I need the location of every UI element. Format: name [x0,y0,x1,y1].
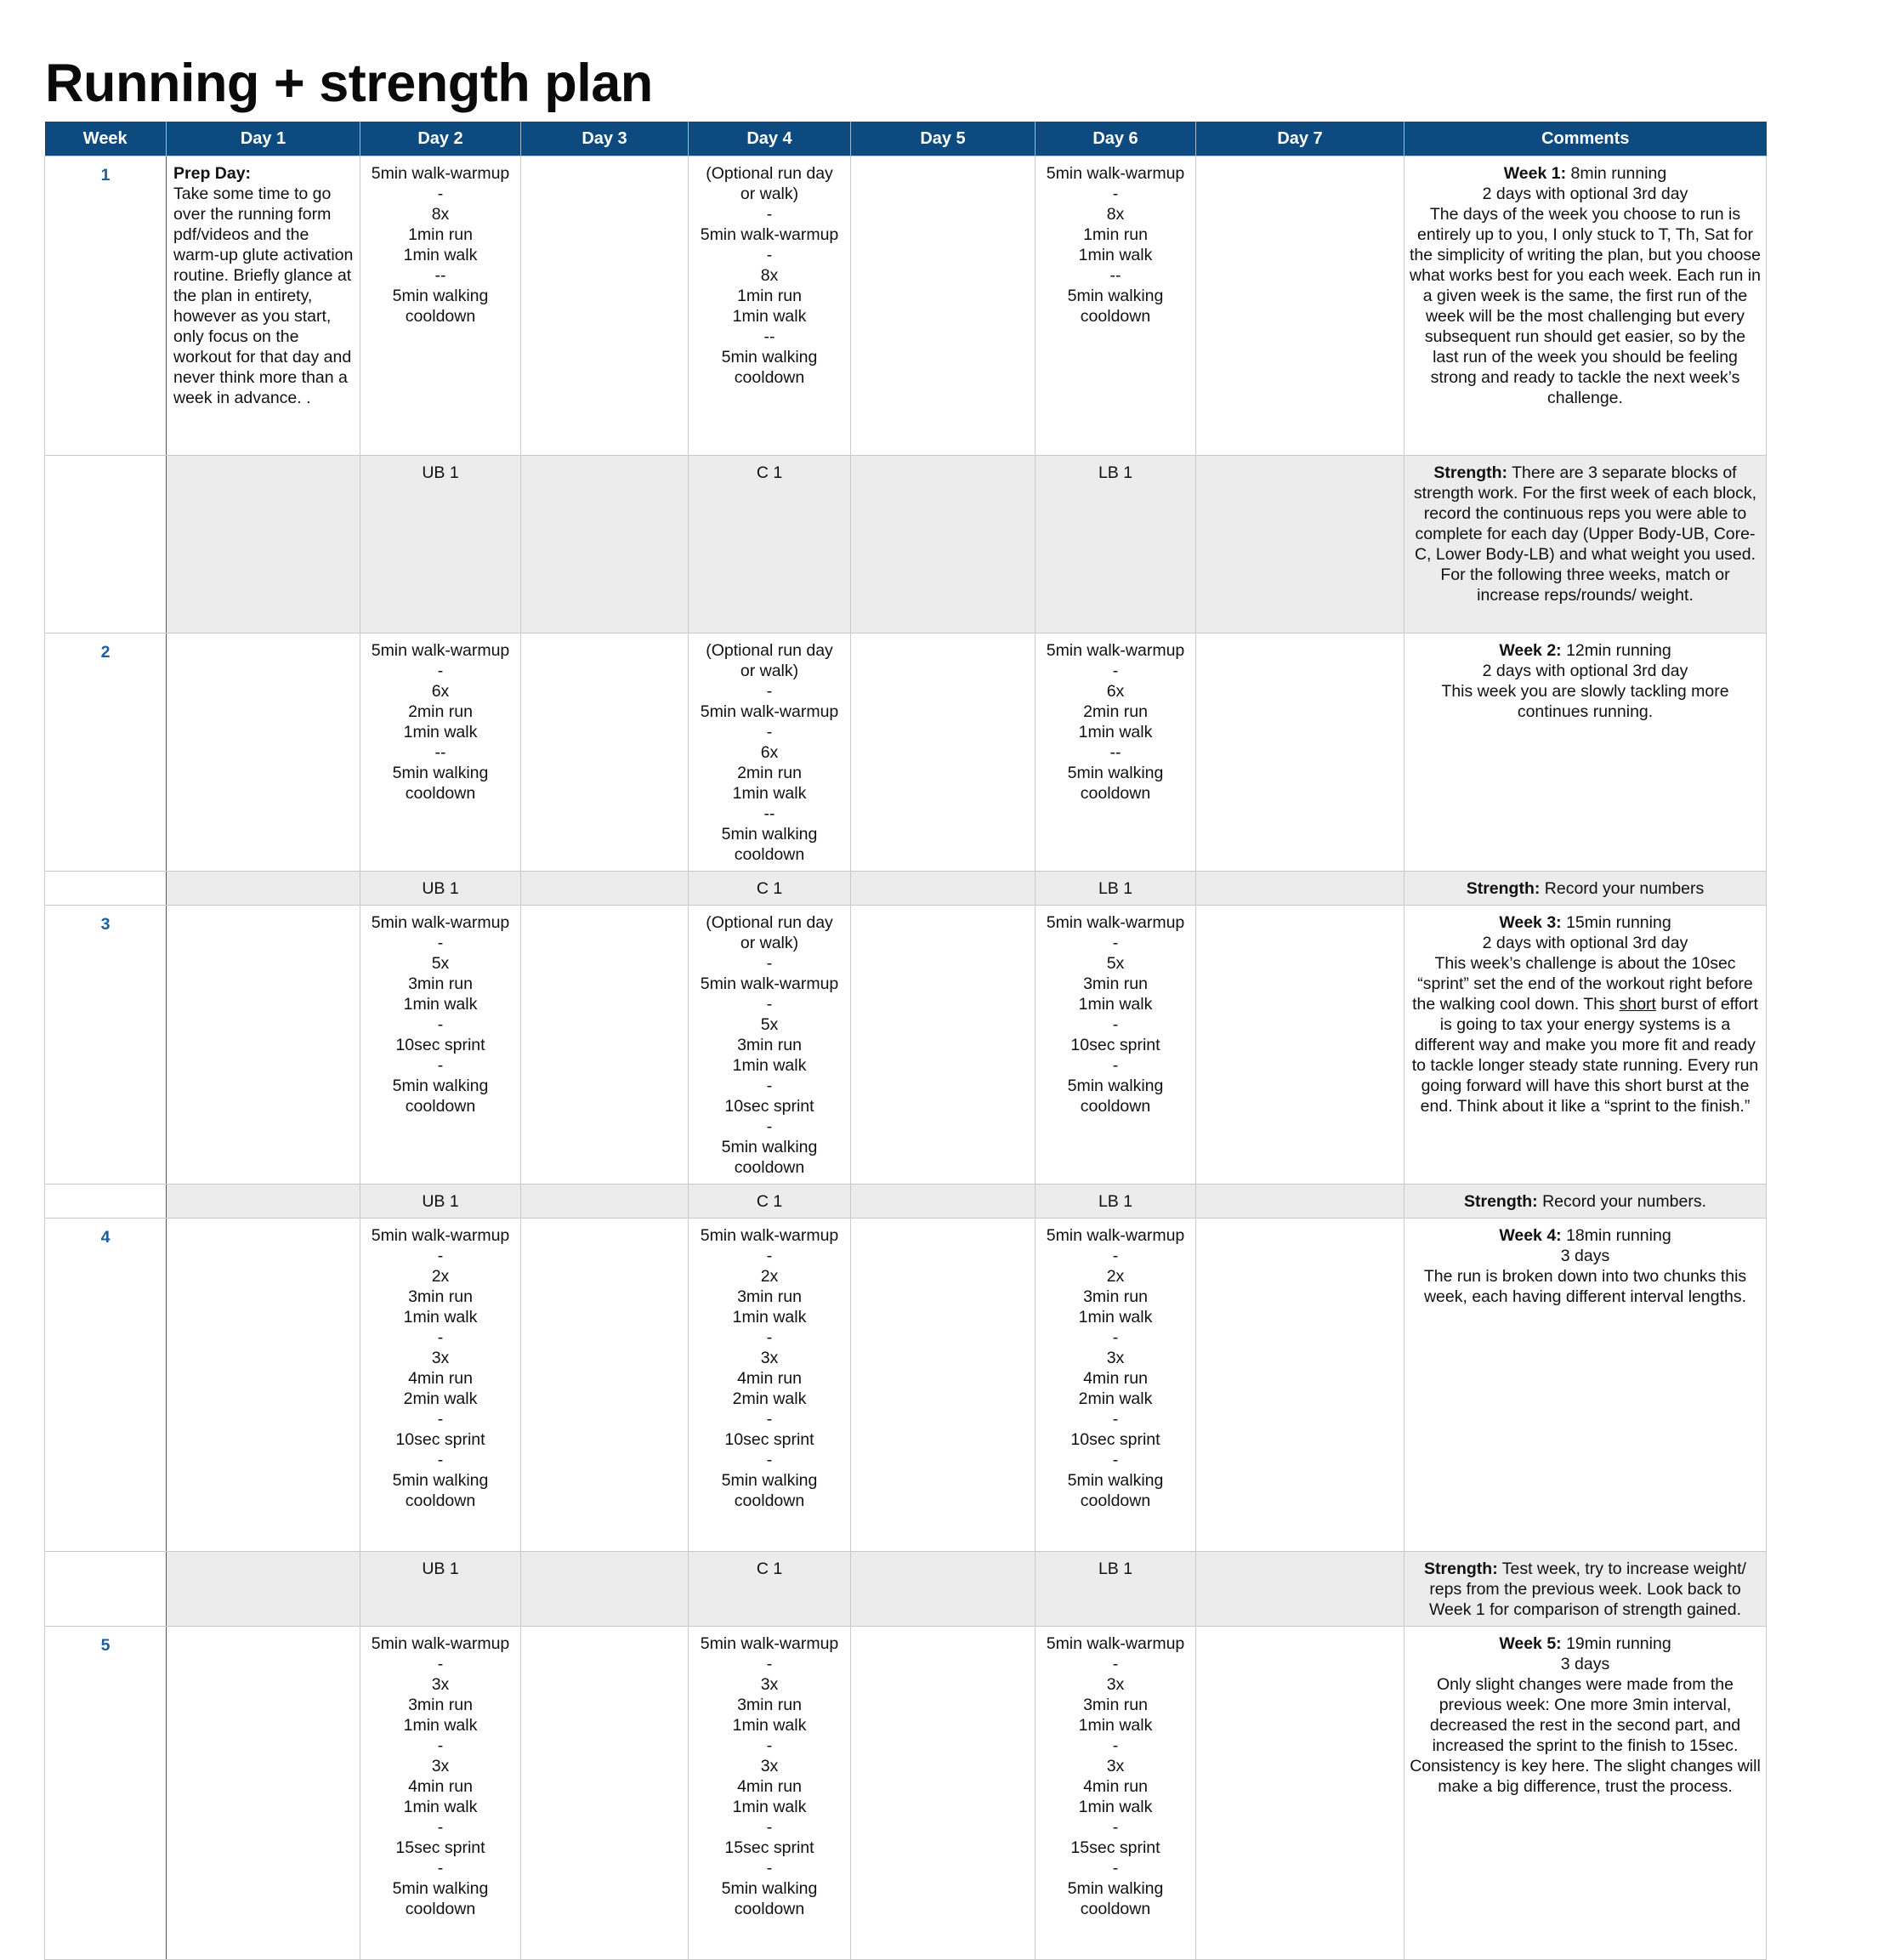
comment-text: Record your numbers [1540,879,1705,898]
header-day-5: Day 5 [851,122,1036,156]
day-cell [521,1627,689,1960]
day-cell: 5min walk-warmup - 3x 3min run 1min walk - 3x 4min run 1min walk - 15sec sprint - 5min walking cooldown [1036,1627,1196,1960]
header-day-3: Day 3 [521,122,689,156]
comment-cell [1404,906,1767,1185]
comment-text: 19min running 3 days Only slight changes were made from the previous week: One more 3min interval, decreased the rest in the second part, and increased the sprint to the finish to 15sec. Consistency is key here. The slight changes will make a big difference, trust the process. [1410,1634,1761,1796]
comment-text: Test week, try to increase weight/ reps from the previous week. Look back to Week 1 for comparison of strength gained. [1428,1559,1746,1619]
day-cell: 5min walk-warmup - 2x 3min run 1min walk - 3x 4min run 2min walk - 10sec sprint - 5min walking cooldown [1036,1219,1196,1552]
strength-cell: UB 1 [360,1185,521,1219]
day-cell: 5min walk-warmup - 8x 1min run 1min walk -- 5min walking cooldown [1036,156,1196,456]
day-cell: 5min walk-warmup - 5x 3min run 1min walk - 10sec sprint - 5min walking cooldown [360,906,521,1185]
comment-cell [1404,156,1767,456]
week-number [45,456,167,633]
comment-cell [1404,1185,1767,1219]
day-cell: 5min walk-warmup - 5x 3min run 1min walk - 10sec sprint - 5min walking cooldown [1036,906,1196,1185]
day-cell [1196,906,1404,1185]
comment-heading: Strength: [1466,879,1541,898]
strength-row [45,1552,1767,1627]
comment-text: burst of effort is going to tax your energy systems is a different way and make you more fit and ready to tackle longer steady state running. Every run going forward will have this short burst at the end. Think about it like a “sprint to the finish.” [1411,995,1759,1116]
week-number [45,872,167,906]
day-cell [167,1219,360,1552]
comment-text: 8min running 2 days with optional 3rd day The days of the week you choose to run is entirely up to you, I only stuck to T, Th, Sat for the simplicity of writing the plan, but you choose what works best for you each week. Each run in a given week is the same, the first run of the week will be the most challenging but every subsequent run should get easier, so by the last run of the week you should be feeling strong and ready to tackle the next week’s challenge. [1410,164,1761,407]
day-cell: (Optional run day or walk) - 5min walk-warmup - 8x 1min run 1min walk -- 5min walking cooldown [689,156,851,456]
header-row [45,122,1767,156]
day-cell [167,156,360,456]
comment-heading: Week 1: [1503,164,1567,183]
prep-day-title: Prep Day: [173,164,252,183]
comment-cell [1404,872,1767,906]
plan-table [44,122,1767,1960]
comment-heading: Strength: [1424,1559,1498,1578]
strength-cell: LB 1 [1036,872,1196,906]
day-cell: 5min walk-warmup - 3x 3min run 1min walk - 3x 4min run 1min walk - 15sec sprint - 5min walking cooldown [360,1627,521,1960]
day-cell [167,872,360,906]
comment-cell [1404,633,1767,872]
comment-heading: Week 4: [1499,1226,1562,1245]
comment-heading: Week 3: [1499,913,1562,932]
strength-cell: C 1 [689,456,851,633]
strength-cell: UB 1 [360,872,521,906]
week-number: 3 [45,906,167,1185]
week-row [45,156,1767,456]
day-cell [1196,633,1404,872]
day-cell [521,1185,689,1219]
day-cell [1196,1627,1404,1960]
header-day-6: Day 6 [1036,122,1196,156]
header-day-4: Day 4 [689,122,851,156]
week-number: 2 [45,633,167,872]
day-cell: (Optional run day or walk) - 5min walk-warmup - 6x 2min run 1min walk -- 5min walking cooldown [689,633,851,872]
week-number: 4 [45,1219,167,1552]
day-cell: 5min walk-warmup - 3x 3min run 1min walk - 3x 4min run 1min walk - 15sec sprint - 5min walking cooldown [689,1627,851,1960]
comment-text: 18min running 3 days The run is broken down into two chunks this week, each having different interval lengths. [1423,1226,1747,1306]
day-cell [851,1552,1036,1627]
strength-row [45,456,1767,633]
day-cell: 5min walk-warmup - 8x 1min run 1min walk -- 5min walking cooldown [360,156,521,456]
week-row [45,1219,1767,1552]
week-number: 1 [45,156,167,456]
day-cell [851,1185,1036,1219]
comment-text: 12min running 2 days with optional 3rd day This week you are slowly tackling more continues running. [1441,641,1729,721]
day-cell [167,906,360,1185]
day-cell [167,1552,360,1627]
day-cell: (Optional run day or walk) - 5min walk-warmup - 5x 3min run 1min walk - 10sec sprint - 5min walking cooldown [689,906,851,1185]
day-cell [521,456,689,633]
day-cell [851,633,1036,872]
day-cell [851,156,1036,456]
comment-cell [1404,456,1767,633]
week-number [45,1185,167,1219]
week-number: 5 [45,1627,167,1960]
week-row [45,1627,1767,1960]
comment-heading: Week 2: [1499,641,1562,660]
day-cell: 5min walk-warmup - 6x 2min run 1min walk -- 5min walking cooldown [360,633,521,872]
strength-cell: C 1 [689,1552,851,1627]
week-row [45,633,1767,872]
day-cell [851,872,1036,906]
comment-text: Record your numbers. [1537,1192,1706,1211]
day-cell [851,456,1036,633]
day-cell [521,906,689,1185]
strength-cell: LB 1 [1036,1552,1196,1627]
day-cell [167,1627,360,1960]
day-cell [521,872,689,906]
page-title: Running + strength plan [45,54,653,113]
comment-text: 15min running 2 days with optional 3rd day This week’s challenge is about the 10sec “sprint” set the end of the workout right before the walking cool down. This [1412,913,1753,1014]
comment-heading: Week 5: [1499,1634,1562,1653]
week-row [45,906,1767,1185]
comment-cell [1404,1219,1767,1552]
comment-cell [1404,1627,1767,1960]
day-cell [167,1185,360,1219]
day-cell [521,156,689,456]
header-comments: Comments [1404,122,1767,156]
header-day-2: Day 2 [360,122,521,156]
day-cell [521,1219,689,1552]
day-cell [1196,456,1404,633]
day-cell [1196,156,1404,456]
day-cell: 5min walk-warmup - 2x 3min run 1min walk - 3x 4min run 2min walk - 10sec sprint - 5min walking cooldown [360,1219,521,1552]
header-week: Week [45,122,167,156]
day-cell [521,633,689,872]
day-cell [167,456,360,633]
strength-cell: C 1 [689,872,851,906]
day-cell: 5min walk-warmup - 2x 3min run 1min walk - 3x 4min run 2min walk - 10sec sprint - 5min walking cooldown [689,1219,851,1552]
header-day-7: Day 7 [1196,122,1404,156]
day-cell [851,1627,1036,1960]
day-cell [1196,1219,1404,1552]
week-number [45,1552,167,1627]
day-cell [1196,872,1404,906]
strength-row [45,872,1767,906]
day-cell [851,1219,1036,1552]
comment-heading: Strength: [1433,463,1508,482]
day-cell [167,633,360,872]
strength-cell: LB 1 [1036,456,1196,633]
strength-cell: UB 1 [360,456,521,633]
strength-cell: C 1 [689,1185,851,1219]
comment-heading: Strength: [1464,1192,1538,1211]
header-day-1: Day 1 [167,122,360,156]
comment-underlined-word: short [1619,995,1656,1014]
day-cell: 5min walk-warmup - 6x 2min run 1min walk -- 5min walking cooldown [1036,633,1196,872]
prep-day-text: Take some time to go over the running form pdf/videos and the warm-up glute activation routine. Briefly glance at the plan in entirety, however as you start, only focus on the workout for that day and never think more than a week in advance. . [173,185,354,407]
day-cell [1196,1552,1404,1627]
day-cell [521,1552,689,1627]
strength-cell: LB 1 [1036,1185,1196,1219]
comment-text: There are 3 separate blocks of strength work. For the first week of each block, record the continuous reps you were able to complete for each day (Upper Body-UB, Core-C, Lower Body-LB) and what weight you used. For the following three weeks, match or increase reps/rounds/ weight. [1413,463,1757,605]
day-cell [1196,1185,1404,1219]
strength-row [45,1185,1767,1219]
strength-cell: UB 1 [360,1552,521,1627]
comment-cell [1404,1552,1767,1627]
day-cell [851,906,1036,1185]
